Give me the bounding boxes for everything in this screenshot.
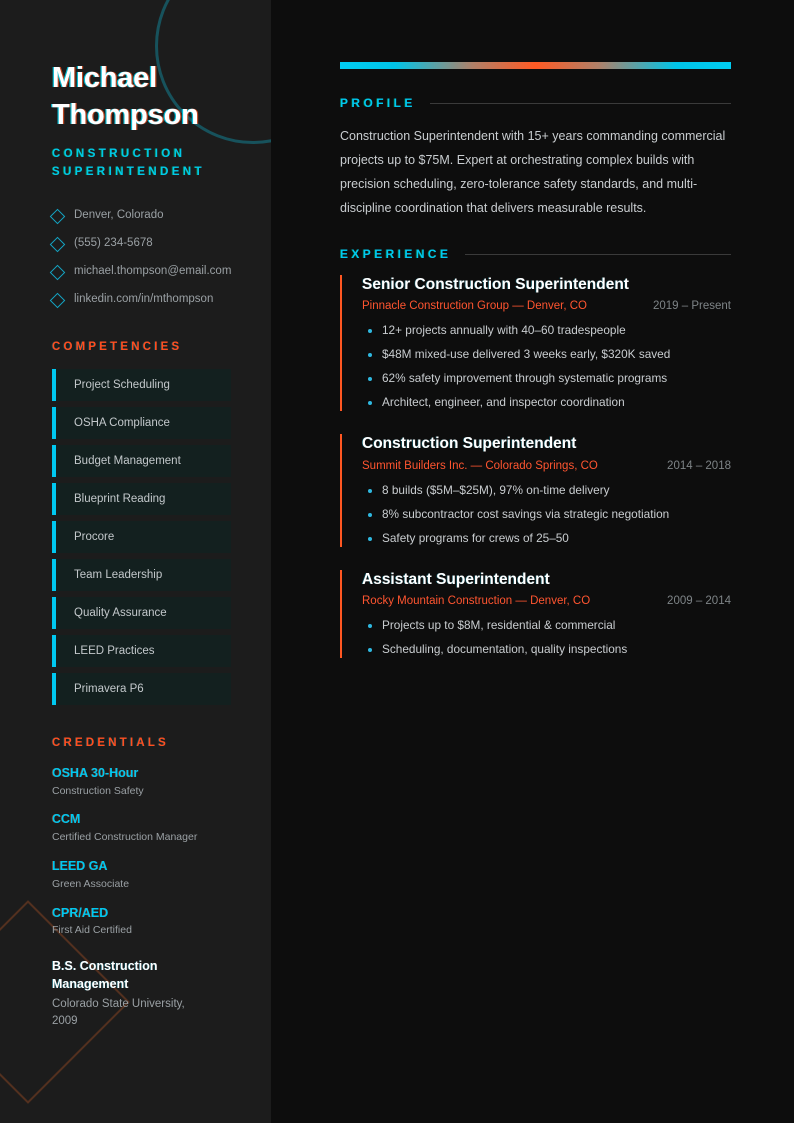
education-block [52, 958, 231, 1029]
job-bullet: Architect, engineer, and inspector coordination [362, 394, 731, 411]
credentials-heading: CREDENTIALS [52, 736, 169, 749]
contact-item-linkedin[interactable] [52, 292, 231, 309]
job-title: Senior Construction Superintendent [362, 276, 629, 293]
credential-title: OSHA 30-Hour [52, 765, 139, 780]
contact-item-email[interactable] [52, 264, 231, 281]
job-bullet-list [362, 482, 731, 547]
location-diamond-icon [50, 209, 66, 225]
contact-location-text: Denver, Colorado [74, 209, 164, 222]
job-bullet: 8% subcontractor cost savings via strategic negotiation [362, 506, 731, 523]
credential-item [52, 811, 231, 845]
job-bullet-list [362, 617, 731, 658]
competency-item: OSHA Compliance [52, 407, 231, 439]
competency-item: Team Leadership [52, 559, 231, 591]
competency-item: Blueprint Reading [52, 483, 231, 515]
candidate-first-name: Michael [52, 62, 157, 94]
experience-entry [340, 434, 731, 546]
competency-item: Budget Management [52, 445, 231, 477]
linkedin-diamond-icon [50, 293, 66, 309]
education-degree: B.S. Construction Management [52, 959, 158, 991]
main-column [271, 0, 794, 1123]
education-school: Colorado State University, 2009 [52, 998, 185, 1027]
credential-title: CPR/AED [52, 905, 109, 920]
phone-diamond-icon [50, 237, 66, 253]
contact-item-location [52, 208, 231, 225]
credential-subtitle: Certified Construction Manager [52, 831, 198, 844]
profile-section-header [340, 96, 731, 110]
job-company: Summit Builders Inc. — Colorado Springs, CO [362, 459, 598, 472]
contact-item-phone [52, 236, 231, 253]
section-rule [430, 103, 731, 104]
job-bullet-list [362, 322, 731, 411]
credential-item [52, 858, 231, 892]
experience-section-header [340, 247, 731, 261]
job-title: Construction Superintendent [362, 435, 577, 453]
job-company: Pinnacle Construction Group — Denver, CO [362, 300, 587, 313]
credential-subtitle: Construction Safety [52, 784, 144, 797]
job-title-line-1: CONSTRUCTION [52, 148, 186, 161]
job-meta [362, 594, 731, 609]
contact-phone-text: (555) 234-5678 [74, 237, 153, 250]
credential-subtitle: First Aid Certified [52, 924, 132, 937]
job-bullet: Scheduling, documentation, quality inspections [362, 641, 731, 658]
contact-list [52, 208, 231, 309]
job-bullet: 8 builds ($5M–$25M), 97% on-time delivery [362, 482, 731, 499]
credential-item [52, 765, 231, 799]
credential-title: CCM [52, 812, 81, 827]
gradient-accent-bar [340, 62, 731, 69]
profile-heading: PROFILE [340, 96, 416, 110]
job-bullet: Projects up to $8M, residential & commercial [362, 617, 731, 634]
credential-title: LEED GA [52, 858, 108, 873]
sidebar [0, 0, 271, 1123]
candidate-name [52, 60, 231, 134]
experience-list [340, 275, 731, 658]
competency-item: Procore [52, 521, 231, 553]
competencies-heading: COMPETENCIES [52, 340, 183, 353]
job-bullet: $48M mixed-use delivered 3 weeks early, $320K saved [362, 346, 731, 363]
job-title-line-2: SUPERINTENDENT [52, 166, 206, 179]
job-dates: 2014 – 2018 [667, 459, 731, 472]
job-company: Rocky Mountain Construction — Denver, CO [362, 594, 591, 607]
credential-subtitle: Green Associate [52, 877, 130, 890]
competencies-list [52, 369, 231, 705]
job-bullet: 62% safety improvement through systematic programs [362, 370, 731, 387]
credential-item [52, 905, 231, 939]
job-meta [362, 459, 731, 474]
profile-summary-text: Construction Superintendent with 15+ years commanding commercial projects up to $75M. Expert at orchestrating complex builds with precision scheduling, zero-tolerance safety standards, and multi-discipline coordination that delivers measurable results. [340, 129, 726, 215]
job-dates: 2019 – Present [652, 300, 731, 313]
contact-linkedin-text: linkedin.com/in/mthompson [74, 293, 214, 306]
competency-item: Quality Assurance [52, 597, 231, 629]
experience-heading: EXPERIENCE [340, 247, 452, 261]
competency-item: Project Scheduling [52, 369, 231, 401]
section-rule [465, 254, 731, 255]
competency-item: Primavera P6 [52, 673, 231, 705]
competency-item: LEED Practices [52, 635, 231, 667]
email-diamond-icon [50, 265, 66, 281]
credentials-list [52, 765, 231, 938]
candidate-last-name: Thompson [52, 99, 199, 132]
experience-entry [340, 275, 731, 411]
experience-entry [340, 570, 731, 658]
job-bullet: 12+ projects annually with 40–60 tradespeople [362, 322, 731, 339]
candidate-job-title [52, 146, 231, 182]
job-title: Assistant Superintendent [362, 570, 550, 588]
job-bullet: Safety programs for crews of 25–50 [362, 530, 731, 547]
contact-email-text: michael.thompson@email.com [74, 265, 232, 278]
job-meta [362, 299, 731, 314]
job-dates: 2009 – 2014 [667, 594, 731, 607]
